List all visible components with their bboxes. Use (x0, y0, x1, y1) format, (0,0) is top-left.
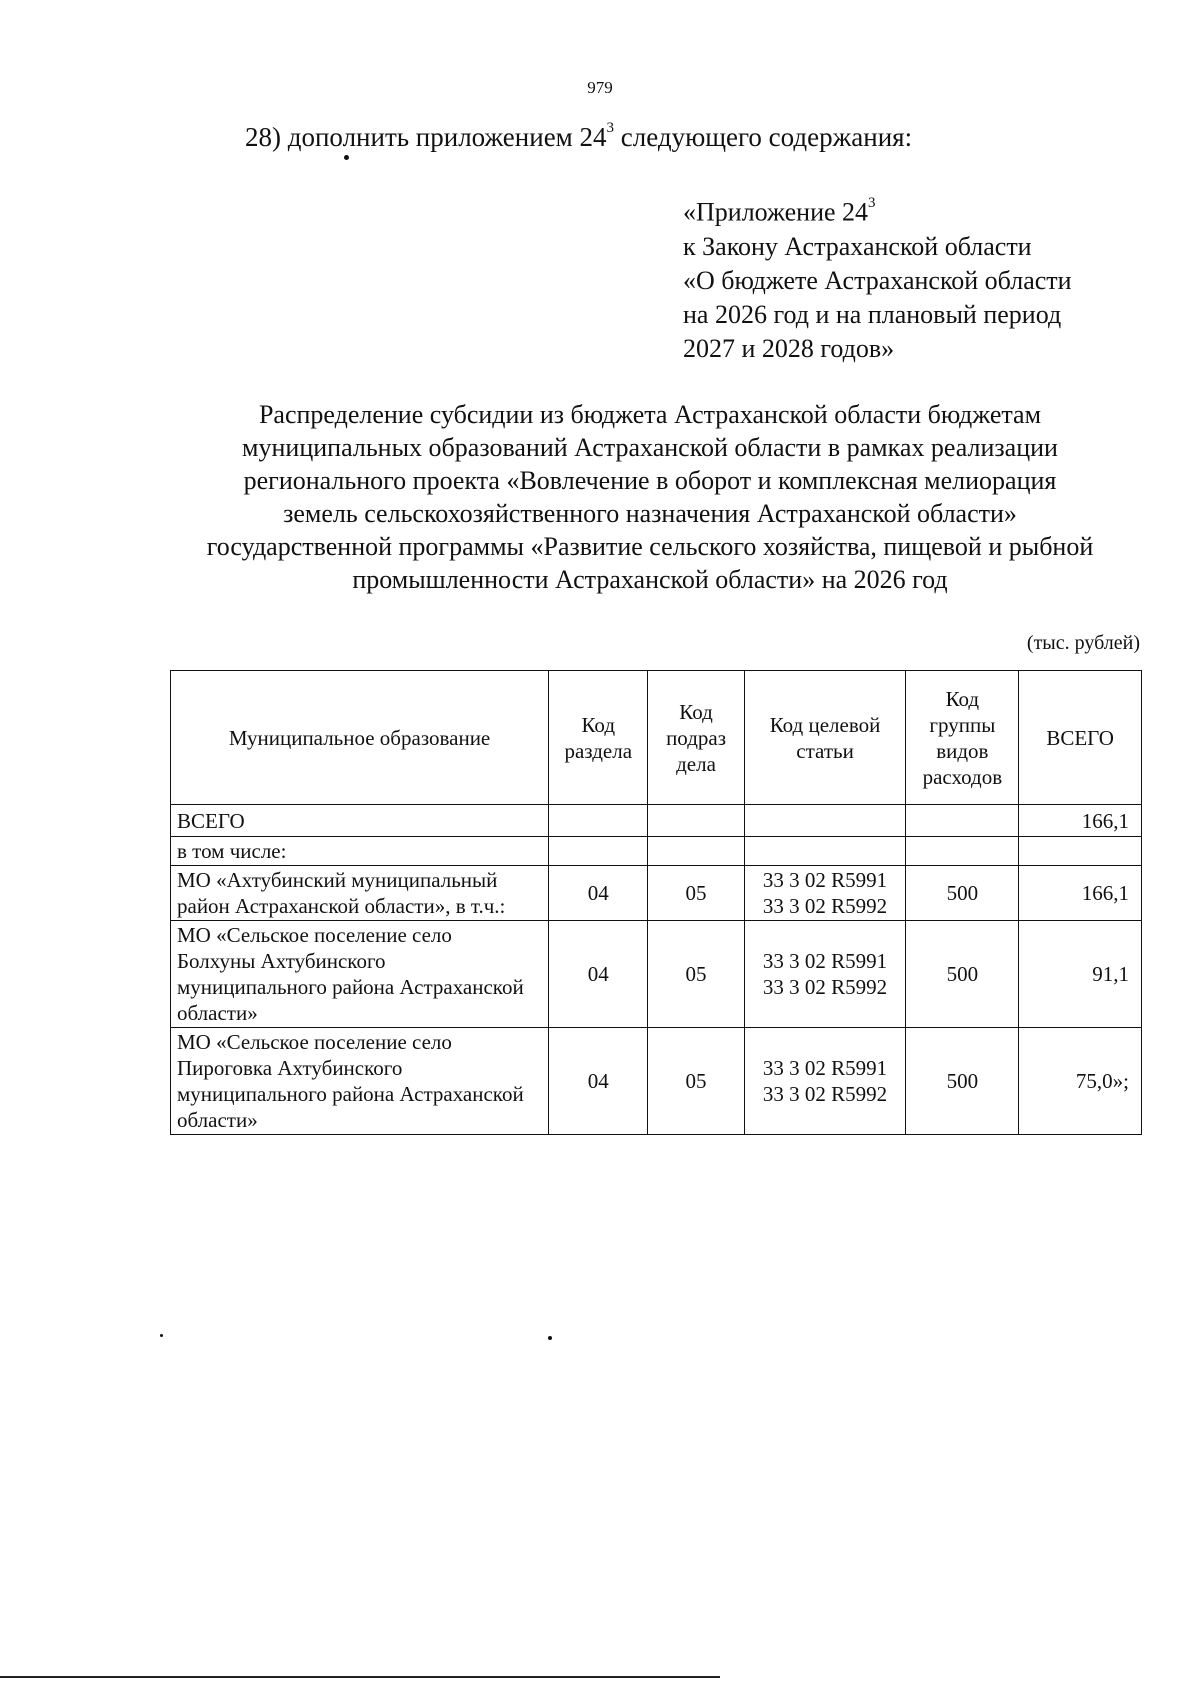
amendment-instruction (245, 122, 912, 153)
appendix-line-2: к Закону Астраханской области (683, 231, 1032, 261)
table-header-row (171, 671, 1142, 805)
row-name: МО «Сельское поселение село Пироговка Ахтубинского муниципального района Астраханской области» (171, 1028, 549, 1135)
row-group: 500 (906, 921, 1019, 1028)
row-name: МО «Ахтубинский муниципальный район Астраханской области», в т.ч.: (171, 866, 549, 921)
heading-line-5: государственной программы «Развитие сельского хозяйства, пищевой и рыбной (206, 532, 1094, 561)
row-subsection: 05 (648, 921, 744, 1028)
row-name: МО «Сельское поселение село Болхуны Ахтубинского муниципального района Астраханской области» (171, 921, 549, 1028)
row-total: 166,1 (1019, 805, 1142, 837)
header-expense-group: Код группы видов расходов (906, 671, 1019, 805)
header-target-article: Код целевой статьи (744, 671, 906, 805)
row-subsection: 05 (648, 1028, 744, 1135)
scan-speck (344, 155, 349, 160)
row-name: ВСЕГО (171, 805, 549, 837)
document-heading (150, 398, 1150, 596)
instruction-text: 28) дополнить приложением 24 (245, 122, 607, 152)
appendix-header (683, 190, 1072, 366)
row-total: 91,1 (1019, 921, 1142, 1028)
heading-line-4: земель сельскохозяйственного назначения Астраханской области» (283, 499, 1017, 528)
appendix-line-4: на 2026 год и на плановый период (683, 299, 1062, 329)
row-section: 04 (549, 921, 648, 1028)
scan-speck (548, 1336, 552, 1340)
heading-line-6: промышленности Астраханской области» на 2026 год (352, 565, 948, 594)
header-subsection: Код подраз дела (648, 671, 744, 805)
instruction-tail: следующего содержания: (614, 122, 913, 152)
header-total: ВСЕГО (1019, 671, 1142, 805)
instruction-superscript: 3 (606, 120, 615, 136)
row-group: 500 (906, 866, 1019, 921)
subsidy-table (170, 670, 1142, 1135)
row-name: в том числе: (171, 837, 549, 866)
table-row (171, 1028, 1142, 1135)
table-row-including (171, 837, 1142, 866)
row-group: 500 (906, 1028, 1019, 1135)
scan-speck (160, 1334, 163, 1337)
table-row (171, 921, 1142, 1028)
page-number: 979 (587, 78, 613, 97)
heading-line-1: Распределение субсидии из бюджета Астраханской области бюджетам (258, 400, 1042, 429)
appendix-line-3: «О бюджете Астраханской области (683, 265, 1072, 295)
row-total: 75,0»; (1019, 1028, 1142, 1135)
row-target-codes: 33 3 02 R5991 33 3 02 R5992 (744, 921, 906, 1028)
row-target-codes: 33 3 02 R5991 33 3 02 R5992 (744, 866, 906, 921)
row-total: 166,1 (1019, 866, 1142, 921)
row-section: 04 (549, 1028, 648, 1135)
row-subsection: 05 (648, 866, 744, 921)
heading-line-3: регионального проекта «Вовлечение в оборот и комплексная мелиорация (243, 466, 1057, 495)
table-row-total (171, 805, 1142, 837)
header-municipality: Муниципальное образование (171, 671, 549, 805)
row-target-codes: 33 3 02 R5991 33 3 02 R5992 (744, 1028, 906, 1135)
row-section: 04 (549, 866, 648, 921)
header-section: Код раздела (549, 671, 648, 805)
units-label: (тыс. рублей) (1026, 632, 1140, 654)
appendix-line-5: 2027 и 2028 годов» (683, 333, 895, 363)
appendix-line-1: «Приложение $24^3$ (683, 195, 876, 227)
table-row (171, 866, 1142, 921)
page-bottom-rule (0, 1676, 720, 1678)
heading-line-2: муниципальных образований Астраханской области в рамках реализации (242, 433, 1058, 462)
